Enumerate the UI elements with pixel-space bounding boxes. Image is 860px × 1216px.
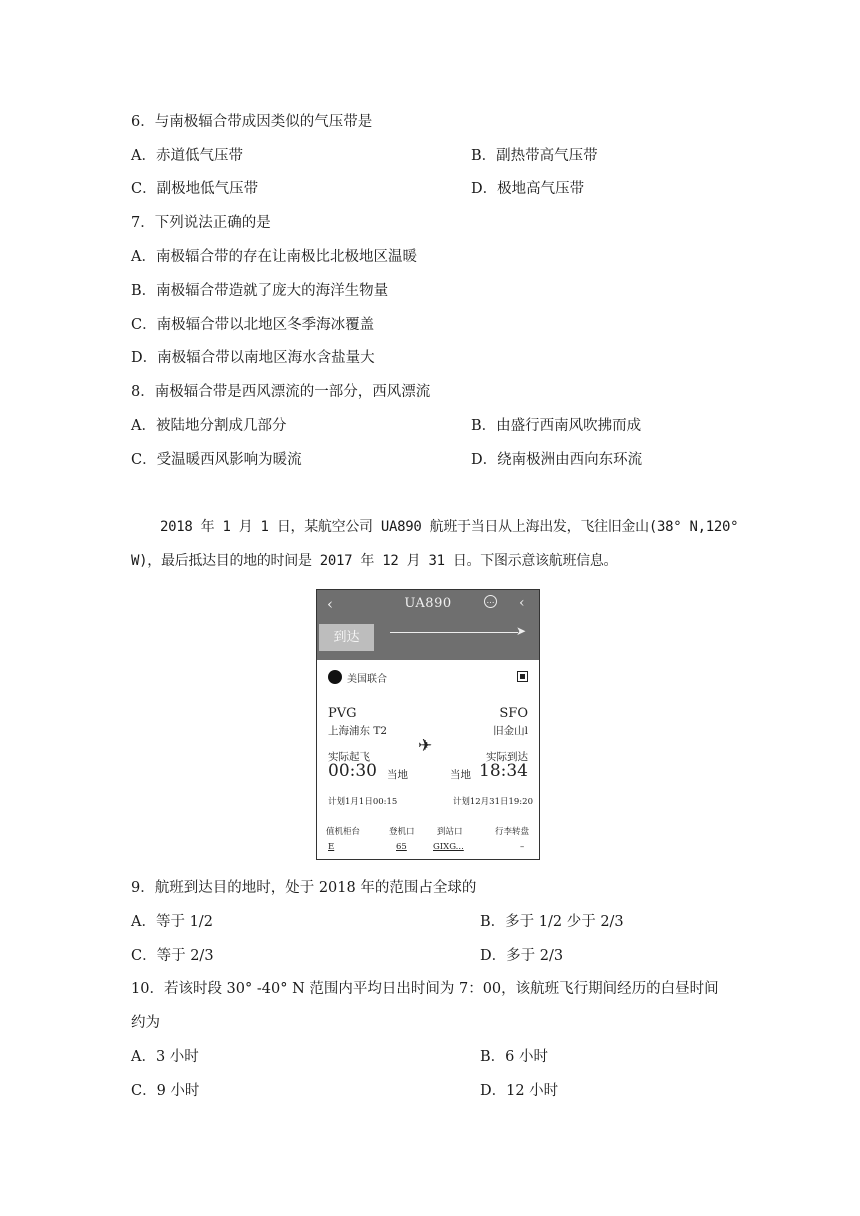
airplane-icon: ✈: [418, 736, 433, 756]
q10-option-c: C．9 小时: [131, 1083, 200, 1099]
q8-stem: 8．南极辐合带是西风漂流的一部分，西风漂流: [131, 384, 431, 400]
origin-name: 上海浦东 T2: [328, 725, 388, 737]
q7-option-a: A．南极辐合带的存在让南极比北极地区温暖: [131, 249, 417, 265]
airline-name: 美国联合: [347, 674, 387, 685]
q6-stem: 6．与南极辐合带成因类似的气压带是: [131, 114, 373, 130]
arrival-label: 实际到达: [486, 751, 528, 763]
q10-stem-line-1: 10．若该时段 30° -40° N 范围内平均日出时间为 7：00，该航班飞行期间经历的白昼时间: [131, 981, 719, 997]
q10-stem-line-2: 约为: [131, 1015, 160, 1031]
q6-option-d: D．极地高气压带: [471, 181, 585, 197]
checkin-counter-label: 值机柜台: [326, 827, 361, 837]
q8-option-d: D．绕南极洲由西向东环流: [471, 452, 643, 468]
passage-line-1: 2018 年 1 月 1 日，某航空公司 UA890 航班于当日从上海出发，飞往旧金山(38° N,120°: [160, 519, 739, 535]
departure-local-label: 当地: [387, 769, 408, 781]
departure-label: 实际起飞: [328, 751, 370, 763]
arrival-scheduled: 计划12月31日19:20: [452, 797, 533, 807]
q7-option-c: C．南极辐合带以北地区冬季海冰覆盖: [131, 317, 375, 333]
arrival-exit-label: 到站口: [437, 827, 463, 837]
q9-option-c: C．等于 2/3: [131, 948, 214, 964]
q7-option-b: B．南极辐合带造就了庞大的海洋生物量: [131, 283, 389, 299]
q9-stem: 9．航班到达目的地时，处于 2018 年的范围占全球的: [131, 880, 477, 896]
q7-option-d: D．南极辐合带以南地区海水含盐量大: [131, 350, 375, 366]
route-line: [390, 632, 518, 633]
flight-details: [317, 660, 539, 859]
origin-code: PVG: [328, 706, 357, 721]
arrival-time: 18:34: [479, 761, 528, 781]
back-chevron-icon: ‹: [327, 595, 333, 613]
baggage-carousel-label: 行李转盘: [495, 827, 530, 837]
q10-option-d: D．12 小时: [480, 1083, 559, 1099]
departure-time: 00:30: [328, 761, 377, 781]
q8-option-b: B．由盛行西南风吹拂而成: [471, 418, 642, 434]
q8-option-a: A．被陆地分割成几部分: [131, 418, 287, 434]
passage-line-2: W)，最后抵达目的地的时间是 2017 年 12 月 31 日。下图示意该航班信息。: [131, 553, 618, 569]
q6-option-b: B．副热带高气压带: [471, 148, 598, 164]
q9-option-a: A．等于 1/2: [131, 914, 213, 930]
more-options-icon: …: [484, 595, 497, 608]
arrival-exit-value: GIXG...: [433, 842, 464, 852]
gate-label: 登机口: [389, 827, 415, 837]
flight-status-badge: 到达: [319, 624, 374, 651]
share-chevron-icon: ‹: [519, 595, 525, 611]
departure-scheduled: 计划1月1日00:15: [328, 797, 398, 807]
route-arrow-icon: ➤: [516, 624, 527, 638]
q6-option-a: A．赤道低气压带: [131, 148, 243, 164]
qr-code-icon: [517, 671, 528, 682]
q7-stem: 7．下列说法正确的是: [131, 215, 271, 231]
q9-option-b: B．多于 1/2 少于 2/3: [480, 914, 624, 930]
airline-logo-icon: [328, 670, 342, 684]
q8-option-c: C．受温暖西风影响为暖流: [131, 452, 302, 468]
arrival-local-label: 当地: [450, 769, 471, 781]
q9-option-d: D．多于 2/3: [480, 948, 564, 964]
q10-option-a: A．3 小时: [131, 1049, 199, 1065]
gate-value: 65: [396, 842, 407, 852]
destination-code: SFO: [499, 706, 528, 721]
flight-header: [317, 590, 539, 660]
baggage-carousel-value: –: [520, 842, 525, 852]
flight-number-title: UA890: [404, 596, 452, 611]
flight-info-screenshot: [316, 589, 540, 860]
checkin-counter-value: E: [328, 842, 335, 852]
q10-option-b: B．6 小时: [480, 1049, 548, 1065]
destination-name: 旧金山l: [493, 725, 528, 737]
q6-option-c: C．副极地低气压带: [131, 181, 259, 197]
